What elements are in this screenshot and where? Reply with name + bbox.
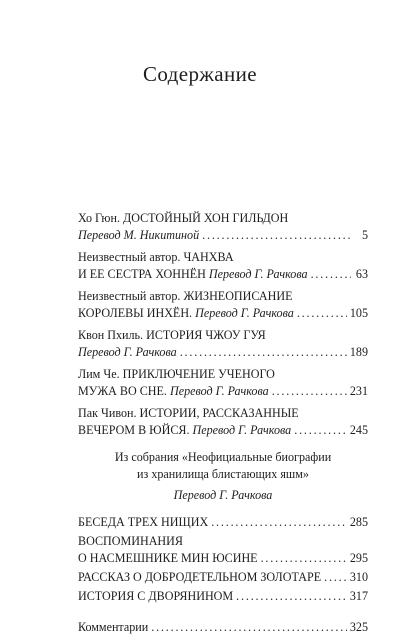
table-of-contents bbox=[78, 210, 368, 636]
page-number: 231 bbox=[349, 384, 368, 398]
toc-entry[interactable] bbox=[78, 249, 368, 283]
toc-entry[interactable] bbox=[78, 366, 368, 400]
toc-entry[interactable] bbox=[78, 588, 368, 605]
section-translator: Перевод Г. Рачкова bbox=[173, 488, 273, 502]
entry-heading-cont: КОРОЛЕВЫ ИНХЁН. bbox=[78, 306, 193, 320]
page-number: 310 bbox=[349, 570, 368, 584]
entry-heading-cont: О НАСМЕШНИКЕ МИН ЮСИНЕ bbox=[78, 551, 258, 565]
entry-heading: Неизвестный автор. ЖИЗНЕОПИСАНИЕ bbox=[78, 289, 293, 303]
toc-entry[interactable] bbox=[78, 569, 368, 586]
page-number: 317 bbox=[349, 589, 368, 603]
entry-translator: Перевод Г. Рачкова bbox=[208, 267, 308, 281]
toc-entry[interactable] bbox=[78, 405, 368, 439]
page-title: Содержание bbox=[142, 62, 258, 86]
entry-heading: Пак Чивон. ИСТОРИИ, РАССКАЗАННЫЕ bbox=[78, 406, 299, 420]
page-number: 245 bbox=[349, 423, 368, 437]
entry-translator: Перевод Г. Рачкова bbox=[169, 384, 269, 398]
page-number: 285 bbox=[349, 515, 368, 529]
toc-entry[interactable] bbox=[78, 210, 368, 244]
entry-heading: Квон Пхиль. ИСТОРИЯ ЧЖОУ ГУЯ bbox=[78, 328, 266, 342]
dot-leader bbox=[261, 550, 347, 567]
section-title-line2: из хранилища блистающих яшм» bbox=[137, 467, 309, 481]
toc-entry[interactable] bbox=[78, 288, 368, 322]
entry-heading: БЕСЕДА ТРЕХ НИЩИХ bbox=[78, 515, 209, 529]
section-title-line1: Из собрания «Неофициальные биографии bbox=[114, 450, 332, 464]
entry-heading: Лим Че. ПРИКЛЮЧЕНИЕ УЧЕНОГО bbox=[78, 367, 275, 381]
section-heading bbox=[78, 449, 368, 504]
dot-leader bbox=[272, 383, 347, 400]
entry-heading: ИСТОРИЯ С ДВОРЯНИНОМ bbox=[78, 589, 234, 603]
entry-heading: ВОСПОМИНАНИЯ bbox=[78, 534, 183, 548]
page-number: 105 bbox=[349, 306, 368, 320]
dot-leader bbox=[202, 227, 351, 244]
entry-translator: Перевод Г. Рачкова bbox=[195, 306, 294, 320]
entry-heading: Хо Гюн. ДОСТОЙНЫЙ ХОН ГИЛЬДОН bbox=[78, 211, 289, 225]
dot-leader bbox=[311, 266, 351, 283]
entry-heading-cont: ВЕЧЕРОМ В ЮЙСЯ. bbox=[78, 423, 190, 437]
section-entries bbox=[78, 514, 368, 605]
entry-heading-cont: И ЕЕ СЕСТРА ХОННЁН bbox=[78, 267, 206, 281]
entry-translator: Перевод Г. Рачкова bbox=[192, 423, 292, 437]
page-number: 325 bbox=[349, 620, 368, 634]
page-number: 63 bbox=[355, 267, 368, 281]
entry-heading: Неизвестный автор. ЧАНХВА bbox=[78, 250, 234, 264]
toc-entry[interactable] bbox=[78, 327, 368, 361]
toc-entry[interactable] bbox=[78, 514, 368, 531]
page-number: 189 bbox=[349, 345, 368, 359]
dot-leader bbox=[297, 305, 347, 322]
entry-heading-cont: МУЖА ВО СНЕ. bbox=[78, 384, 167, 398]
toc-entry[interactable] bbox=[78, 533, 368, 567]
entry-heading: РАССКАЗ О ДОБРОДЕТЕЛЬНОМ ЗОЛОТАРЕ bbox=[78, 570, 322, 584]
page-number: 5 bbox=[361, 228, 368, 242]
entry-translator: Перевод М. Никитиной bbox=[78, 228, 200, 242]
page-number: 295 bbox=[349, 551, 368, 565]
toc-entry-comments[interactable] bbox=[78, 619, 368, 636]
entry-heading: Комментарии bbox=[78, 620, 149, 634]
dot-leader bbox=[294, 422, 347, 439]
dot-leader bbox=[236, 588, 347, 605]
dot-leader bbox=[151, 619, 347, 636]
dot-leader bbox=[324, 569, 347, 586]
dot-leader bbox=[211, 514, 347, 531]
entry-translator: Перевод Г. Рачкова bbox=[78, 345, 177, 359]
dot-leader bbox=[180, 344, 347, 361]
